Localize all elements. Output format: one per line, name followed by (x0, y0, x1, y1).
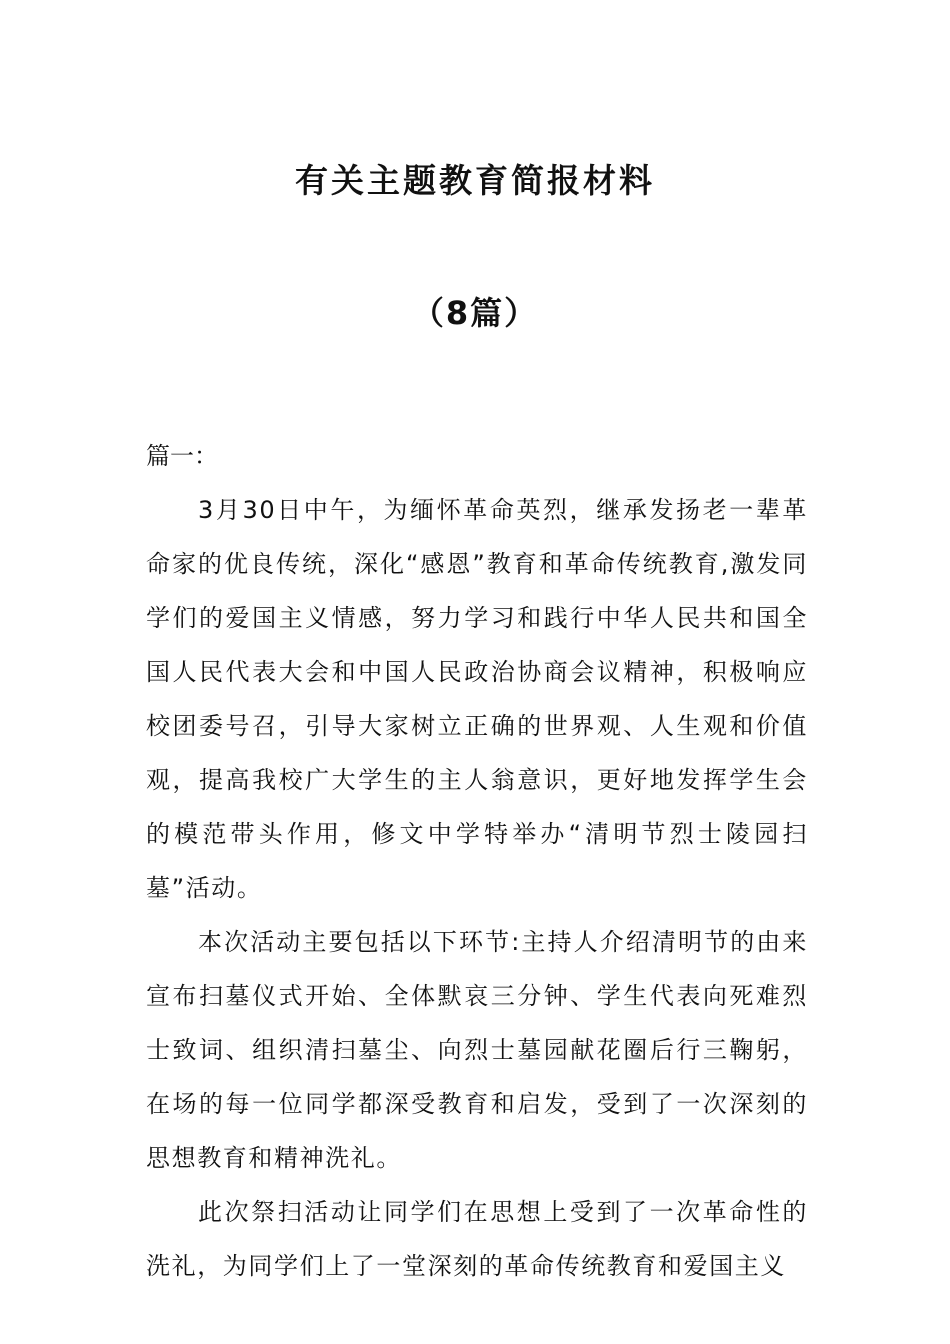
document-title: 有关主题教育简报材料 (295, 161, 655, 200)
section-heading: 篇一： (146, 442, 218, 470)
document-body (146, 429, 808, 1293)
document-subtitle: （8篇） (411, 294, 539, 332)
paragraph-3: 此次祭扫活动让同学们在思想上受到了一次革命性的洗礼，为同学们上了一堂深刻的革命传统教育和爱国主义 (146, 1198, 808, 1280)
paragraph-1: 3月30日中午，为缅怀革命英烈，继承发扬老一辈革命家的优良传统，深化“感恩”教育和革命传统教育,激发同学们的爱国主义情感，努力学习和践行中华人民共和国全国人民代表大会和中国人民政治协商会议精神，积极响应校团委号召，引导大家树立正确的世界观、人生观和价值观，提高我校广大学生的主人翁意识，更好地发挥学生会的模范带头作用，修文中学特举办“清明节烈士陵园扫墓”活动。 (146, 496, 808, 902)
paragraph-2: 本次活动主要包括以下环节:主持人介绍清明节的由来宣布扫墓仪式开始、全体默哀三分钟、学生代表向死难烈士致词、组织清扫墓尘、向烈士墓园献花圈后行三鞠躬，在场的每一位同学都深受教育和启发，受到了一次深刻的思想教育和精神洗礼。 (146, 928, 808, 1172)
